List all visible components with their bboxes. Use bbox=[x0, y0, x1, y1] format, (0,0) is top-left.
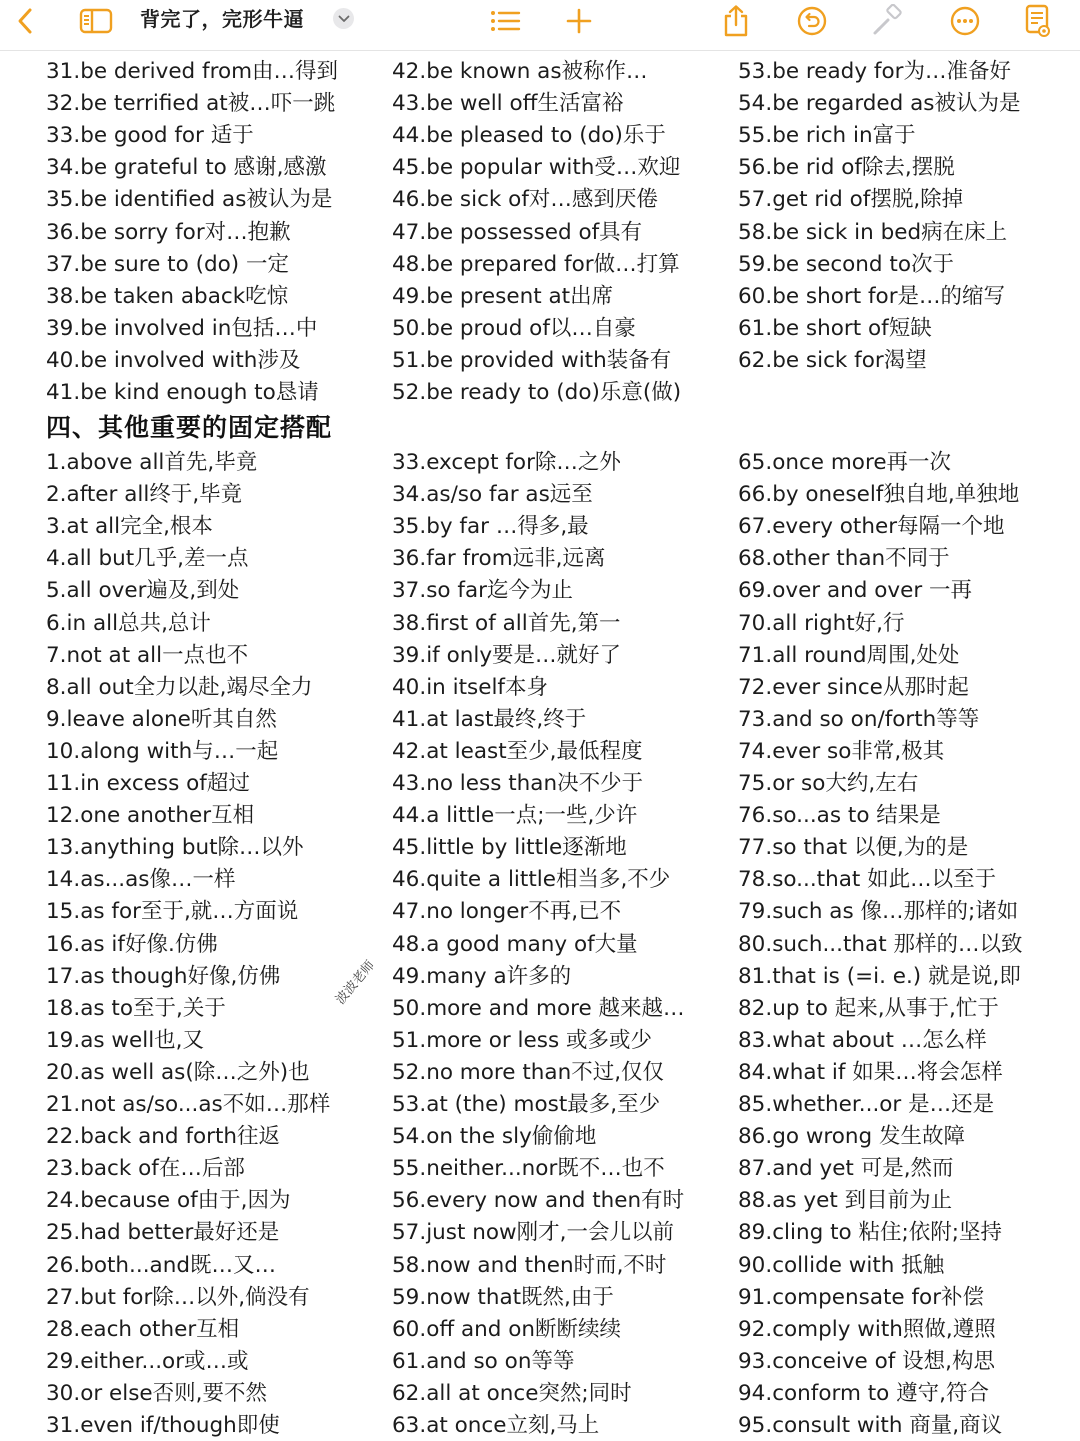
phrase-entry: 60.be short for是…的缩写 bbox=[738, 283, 1006, 309]
phrase-entry: 58.now and then时而,不时 bbox=[392, 1252, 667, 1278]
phrase-entry: 55.neither...nor既不…也不 bbox=[392, 1156, 665, 1182]
plus-icon[interactable] bbox=[563, 2, 595, 40]
phrase-entry: 22.back and forth往返 bbox=[46, 1124, 281, 1150]
phrase-entry: 48.be prepared for做…打算 bbox=[392, 251, 680, 277]
phrase-entry: 69.over and over 一再 bbox=[738, 578, 973, 604]
phrase-entry: 24.because of由于,因为 bbox=[46, 1188, 291, 1214]
phrase-entry: 61.and so on等等 bbox=[392, 1348, 575, 1374]
phrase-entry: 14.as...as像…一样 bbox=[46, 867, 236, 893]
phrase-entry: 81.that is (=i. e.) 就是说,即 bbox=[738, 963, 1021, 989]
phrase-entry: 33.be good for 适于 bbox=[46, 123, 254, 149]
phrase-entry: 51.be provided with装备有 bbox=[392, 347, 672, 373]
phrase-entry: 70.all right好,行 bbox=[738, 610, 905, 636]
phrase-entry: 58.be sick in bed病在床上 bbox=[738, 219, 1008, 245]
list-format-icon[interactable] bbox=[488, 2, 522, 40]
phrase-entry: 44.be pleased to (do)乐于 bbox=[392, 123, 666, 149]
phrase-entry: 63.at once立刻,马上 bbox=[392, 1413, 600, 1438]
phrase-entry: 41.at last最终,终于 bbox=[392, 706, 587, 732]
phrase-entry: 77.so that 以便,为的是 bbox=[738, 835, 969, 861]
phrase-entry: 71.all round周围,处处 bbox=[738, 642, 960, 668]
share-icon[interactable] bbox=[720, 2, 752, 40]
phrase-entry: 7.not at all一点也不 bbox=[46, 642, 249, 668]
phrase-entry: 40.in itself本身 bbox=[392, 674, 549, 700]
phrase-entry: 43.be well off生活富裕 bbox=[392, 91, 624, 117]
phrase-entry: 49.many a许多的 bbox=[392, 963, 572, 989]
phrase-entry: 37.be sure to (do) 一定 bbox=[46, 251, 289, 277]
toolbar bbox=[0, 0, 1080, 51]
phrase-entry: 37.so far迄今为止 bbox=[392, 578, 573, 604]
phrase-entry: 17.as though好像,仿佛 bbox=[46, 963, 281, 989]
phrase-entry: 65.once more再一次 bbox=[738, 450, 952, 475]
phrase-entry: 52.be ready to (do)乐意(做) bbox=[392, 380, 682, 405]
phrase-entry: 84.what if 如果…将会怎样 bbox=[738, 1059, 1003, 1085]
phrase-entry: 36.far from远非,远离 bbox=[392, 546, 606, 572]
phrase-entry: 28.each other互相 bbox=[46, 1316, 240, 1342]
phrase-entry: 34.be grateful to 感谢,感激 bbox=[46, 155, 327, 181]
phrase-entry: 4.all but几乎,差一点 bbox=[46, 546, 249, 572]
phrase-entry: 42.at least至少,最低程度 bbox=[392, 738, 643, 764]
phrase-entry: 59.be second to次于 bbox=[738, 251, 954, 277]
phrase-entry: 15.as for至于,就…方面说 bbox=[46, 899, 299, 925]
more-icon[interactable] bbox=[948, 2, 982, 40]
format-brush-icon[interactable] bbox=[870, 2, 906, 40]
phrase-entry: 57.just now刚才,一会儿以前 bbox=[392, 1220, 674, 1246]
phrase-entry: 89.cling to 粘住;依附;坚持 bbox=[738, 1220, 1002, 1246]
phrase-entry: 56.be rid of除去,摆脱 bbox=[738, 155, 955, 181]
phrase-entry: 56.every now and then有时 bbox=[392, 1188, 685, 1214]
phrase-entry: 35.by far …得多,最 bbox=[392, 514, 589, 540]
phrase-entry: 53.at (the) most最多,至少 bbox=[392, 1092, 661, 1117]
phrase-entry: 68.other than不同于 bbox=[738, 546, 950, 572]
phrase-entry: 21.not as/so...as不如…那样 bbox=[46, 1092, 331, 1117]
phrase-entry: 74.ever so非常,极其 bbox=[738, 738, 945, 764]
phrase-entry: 76.so...as to 结果是 bbox=[738, 803, 941, 829]
phrase-entry: 46.be sick of对…感到厌倦 bbox=[392, 187, 658, 213]
phrase-entry: 95.consult with 商量,商议 bbox=[738, 1413, 1003, 1438]
phrase-entry: 20.as well as(除…之外)也 bbox=[46, 1059, 310, 1085]
phrase-entry: 86.go wrong 发生故障 bbox=[738, 1124, 966, 1150]
phrase-entry: 9.leave alone听其自然 bbox=[46, 706, 277, 732]
phrase-entry: 41.be kind enough to恳请 bbox=[46, 380, 319, 405]
phrase-entry: 59.now that既然,由于 bbox=[392, 1284, 614, 1310]
phrase-entry: 87.and yet 可是,然而 bbox=[738, 1156, 954, 1182]
phrase-entry: 25.had better最好还是 bbox=[46, 1220, 280, 1246]
phrase-entry: 57.get rid of摆脱,除掉 bbox=[738, 187, 964, 213]
phrase-entry: 47.no longer不再,已不 bbox=[392, 899, 622, 925]
undo-icon[interactable] bbox=[795, 2, 829, 40]
phrase-entry: 45.little by little逐渐地 bbox=[392, 835, 627, 861]
phrase-entry: 34.as/so far as远至 bbox=[392, 482, 593, 508]
phrase-entry: 80.such...that 那样的…以致 bbox=[738, 931, 1023, 957]
phrase-entry: 73.and so on/forth等等 bbox=[738, 706, 980, 732]
phrase-entry: 27.but for除…以外,倘没有 bbox=[46, 1284, 310, 1310]
phrase-entry: 30.or else否则,要不然 bbox=[46, 1380, 267, 1406]
back-chevron-icon[interactable] bbox=[10, 2, 40, 40]
section-heading: 四、其他重要的固定搭配 bbox=[46, 413, 333, 442]
phrase-entry: 93.conceive of 设想,构思 bbox=[738, 1348, 995, 1374]
phrase-entry: 62.all at once突然;同时 bbox=[392, 1380, 632, 1406]
phrase-entry: 12.one another互相 bbox=[46, 803, 255, 829]
phrase-entry: 10.along with与…一起 bbox=[46, 738, 279, 764]
phrase-entry: 60.off and on断断续续 bbox=[392, 1316, 622, 1342]
phrase-entry: 47.be possessed of具有 bbox=[392, 219, 643, 245]
phrase-entry: 26.both...and既…又… bbox=[46, 1252, 277, 1278]
phrase-entry: 90.collide with 抵触 bbox=[738, 1252, 945, 1278]
phrase-entry: 48.a good many of大量 bbox=[392, 931, 638, 957]
phrase-entry: 36.be sorry for对…抱歉 bbox=[46, 219, 291, 245]
phrase-entry: 5.all over遍及,到处 bbox=[46, 578, 240, 604]
phrase-entry: 94.conform to 遵守,符合 bbox=[738, 1380, 990, 1406]
phrase-entry: 54.on the sly偷偷地 bbox=[392, 1124, 597, 1150]
phrase-entry: 8.all out全力以赴,竭尽全力 bbox=[46, 674, 313, 700]
phrase-entry: 38.be taken aback吃惊 bbox=[46, 283, 289, 309]
phrase-entry: 39.if only要是…就好了 bbox=[392, 642, 622, 668]
phrase-entry: 78.so...that 如此…以至于 bbox=[738, 867, 997, 893]
phrase-entry: 3.at all完全,根本 bbox=[46, 514, 213, 540]
phrase-entry: 52.no more than不过,仅仅 bbox=[392, 1059, 665, 1085]
phrase-entry: 6.in all总共,总计 bbox=[46, 610, 211, 636]
phrase-entry: 11.in excess of超过 bbox=[46, 771, 250, 796]
phrase-entry: 91.compensate for补偿 bbox=[738, 1284, 985, 1310]
phrase-entry: 38.first of all首先,第一 bbox=[392, 610, 621, 636]
phrase-entry: 35.be identified as被认为是 bbox=[46, 187, 333, 213]
note-body[interactable] bbox=[0, 52, 1080, 1440]
phrase-entry: 62.be sick for渴望 bbox=[738, 347, 927, 373]
phrase-entry: 54.be regarded as被认为是 bbox=[738, 91, 1021, 117]
phrase-entry: 53.be ready for为…准备好 bbox=[738, 59, 1011, 84]
phrase-entry: 42.be known as被称作… bbox=[392, 59, 648, 84]
phrase-entry: 23.back of在…后部 bbox=[46, 1156, 245, 1182]
phrase-entry: 66.by oneself独自地,单独地 bbox=[738, 482, 1020, 508]
phrase-entry: 83.what about …怎么样 bbox=[738, 1027, 987, 1053]
document-title[interactable]: 背完了，完形牛逼 bbox=[140, 7, 304, 31]
phrase-entry: 2.after all终于,毕竟 bbox=[46, 482, 243, 508]
phrase-entry: 92.comply with照做,遵照 bbox=[738, 1316, 996, 1342]
phrase-entry: 16.as if好像.仿佛 bbox=[46, 931, 218, 957]
phrase-entry: 61.be short of短缺 bbox=[738, 315, 932, 341]
watermark: 波波老师 bbox=[333, 958, 379, 1008]
phrase-entry: 50.be proud of以…自豪 bbox=[392, 315, 636, 341]
phrase-entry: 39.be involved in包括…中 bbox=[46, 315, 318, 341]
phrase-entry: 32.be terrified at被…吓一跳 bbox=[46, 91, 336, 117]
phrase-entry: 18.as to至于,关于 bbox=[46, 995, 226, 1021]
phrase-entry: 45.be popular with受…欢迎 bbox=[392, 155, 681, 181]
phrase-entry: 55.be rich in富于 bbox=[738, 123, 916, 149]
phrase-entry: 72.ever since从那时起 bbox=[738, 674, 969, 700]
phrase-entry: 1.above all首先,毕竟 bbox=[46, 450, 258, 475]
sidebar-toggle-icon[interactable] bbox=[78, 2, 114, 40]
phrase-entry: 75.or so大约,左右 bbox=[738, 771, 919, 796]
phrase-entry: 40.be involved with涉及 bbox=[46, 347, 301, 373]
phrase-entry: 29.either...or或…或 bbox=[46, 1348, 249, 1374]
phrase-entry: 46.quite a little相当多,不少 bbox=[392, 867, 671, 893]
document-view-icon[interactable] bbox=[1022, 2, 1054, 40]
phrase-entry: 44.a little一点;一些,少许 bbox=[392, 803, 638, 829]
phrase-entry: 19.as well也,又 bbox=[46, 1027, 204, 1053]
phrase-entry: 13.anything but除…以外 bbox=[46, 835, 304, 861]
phrase-entry: 88.as yet 到目前为止 bbox=[738, 1188, 953, 1214]
phrase-entry: 43.no less than决不少于 bbox=[392, 771, 644, 796]
chevron-down-icon[interactable] bbox=[333, 8, 354, 29]
phrase-entry: 82.up to 起来,从事于,忙于 bbox=[738, 995, 999, 1021]
phrase-entry: 85.whether...or 是…还是 bbox=[738, 1092, 995, 1117]
phrase-entry: 31.be derived from由…得到 bbox=[46, 59, 339, 84]
phrase-entry: 31.even if/though即使 bbox=[46, 1413, 280, 1438]
phrase-entry: 50.more and more 越来越… bbox=[392, 995, 685, 1021]
phrase-entry: 51.more or less 或多或少 bbox=[392, 1027, 652, 1053]
phrase-entry: 79.such as 像…那样的;诸如 bbox=[738, 899, 1019, 925]
phrase-entry: 33.except for除…之外 bbox=[392, 450, 621, 475]
phrase-entry: 67.every other每隔一个地 bbox=[738, 514, 1005, 540]
phrase-entry: 49.be present at出席 bbox=[392, 283, 614, 309]
